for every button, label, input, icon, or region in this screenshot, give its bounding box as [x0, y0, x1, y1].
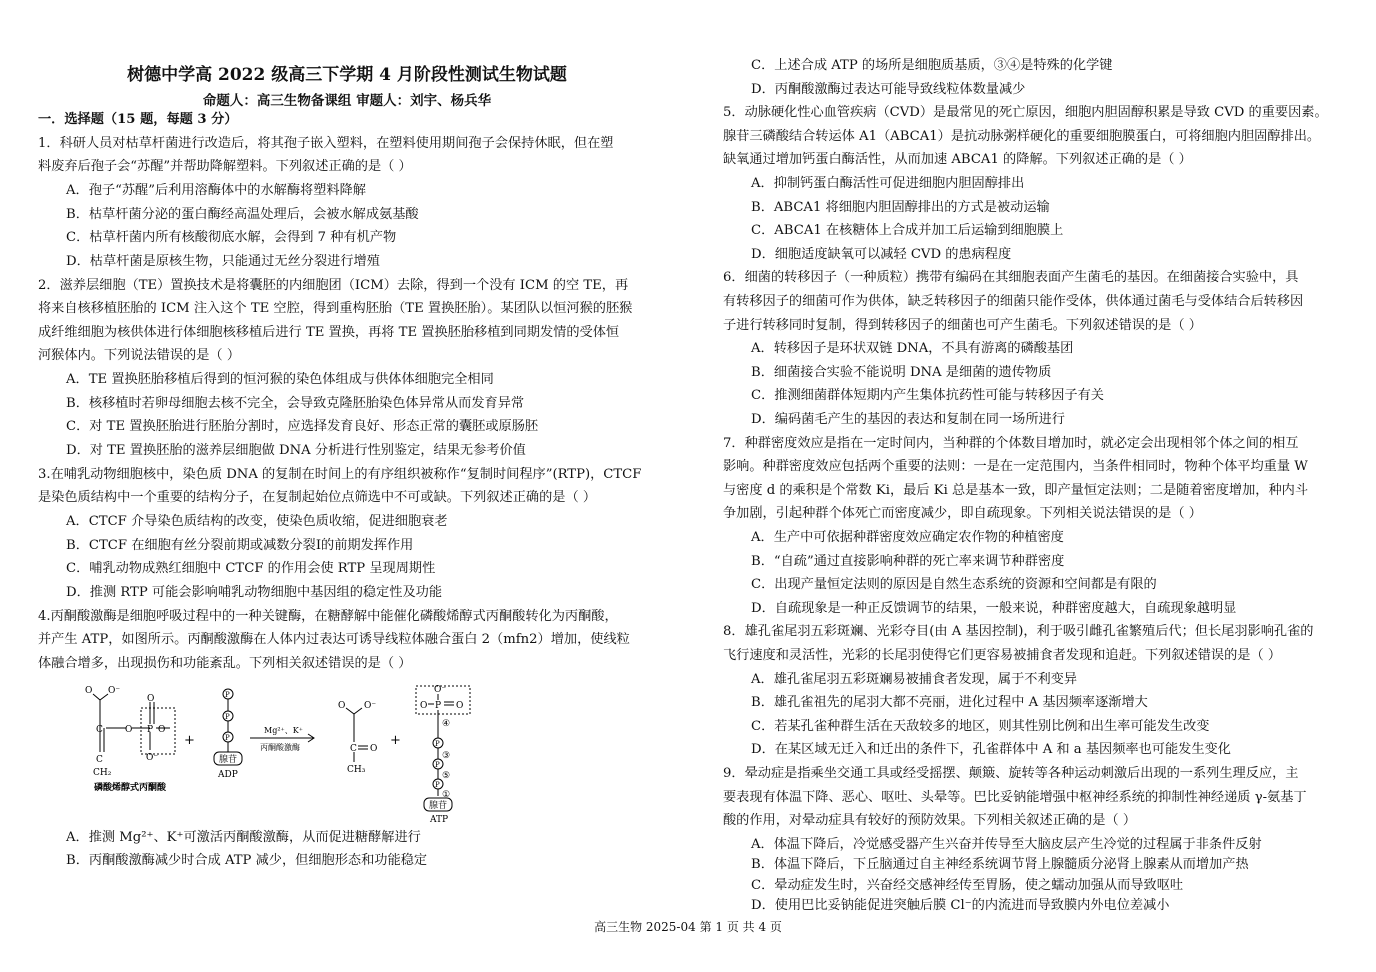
pyr-ch3-label: CH₃	[347, 765, 366, 775]
answer-option: D．枯草杆菌是原核生物，只能通过无丝分裂进行增殖	[66, 254, 380, 269]
atp-bond-5: ⑤	[442, 771, 451, 781]
answer-option: C．若某孔雀种群生活在天敌较多的地区，则其性别比例和出生率可能发生改变	[751, 719, 1210, 734]
answer-option: A．推测 Mg²⁺、K⁺可激活丙酮酸激酶，从而促进糖酵解进行	[66, 830, 421, 845]
atp-p-label: P	[435, 701, 442, 711]
answer-option: C．ABCA1 在核糖体上合成并加工后运输到细胞膜上	[751, 223, 1064, 238]
answer-option: D．使用巴比妥钠能促进突触后膜 Cl⁻的内流进而导致膜内外电位差减小	[751, 898, 1170, 913]
pep-c-lower: C	[96, 755, 103, 765]
atp-ominus-top: O⁻	[434, 685, 447, 695]
question-text-line: 4.丙酮酸激酶是细胞呼吸过程中的一种关键酶，在糖酵解中能催化磷酸烯醇式丙酮酸转化为丙酮酸，	[38, 609, 618, 624]
answer-option: C．对 TE 置换胚胎进行胚胎分割时，应选择发育良好、形态正常的囊胚或原肠胚	[66, 419, 539, 434]
answer-option: A．CTCF 介导染色质结构的改变，使染色质收缩，促进细胞衰老	[66, 514, 448, 529]
pep-p-ominus-bottom: O⁻	[146, 753, 159, 763]
answer-option: D．细胞适度缺氧可以减轻 CVD 的患病程度	[751, 247, 1012, 262]
atp-phosphate-3: P	[435, 761, 440, 769]
answer-option: A．TE 置换胚胎移植后得到的恒河猴的染色体组成与供体体细胞完全相同	[66, 372, 494, 387]
answer-option: D．在某区域无迁入和迁出的条件下，孔雀群体中 A 和 a 基因频率也可能发生变化	[751, 742, 1231, 757]
pep-o-bridge-label: O	[125, 725, 133, 735]
atp-phosphate-4: P	[435, 781, 440, 789]
pyr-o-keto-label: O	[370, 744, 378, 754]
pep-ominus-label: O⁻	[108, 686, 121, 696]
atp-bond-4: ④	[442, 719, 451, 729]
atp-bond-3: ③	[442, 751, 451, 761]
question-text-line: 并产生 ATP，如图所示。丙酮酸激酶在人体内过表达可诱导线粒体融合蛋白 2（mfn2）增加，使线粒	[38, 632, 630, 647]
question-text-line: 6．细菌的转移因子（一种质粒）携带有编码在其细胞表面产生菌毛的基因。在细菌接合实验中，具	[723, 270, 1299, 285]
pep-c-label: C	[96, 725, 103, 735]
page-footer: 高三生物 2025-04 第 1 页 共 4 页	[594, 920, 782, 934]
page-title: 树德中学高 2022 级高三下学期 4 月阶段性测试生物试题	[127, 65, 567, 85]
answer-option: D．自疏现象是一种正反馈调节的结果，一般来说，种群密度越大，自疏现象越明显	[751, 601, 1237, 616]
answer-option: B．细菌接合实验不能说明 DNA 是细菌的遗传物质	[751, 365, 1052, 380]
question-text-line: 8．雄孔雀尾羽五彩斑斓、光彩夺目(由 A 基因控制)，利于吸引雌孔雀繁殖后代；但长尾羽影响孔雀的	[723, 624, 1314, 639]
answer-option: C．出现产量恒定法则的原因是自然生态系统的资源和空间都是有限的	[751, 577, 1157, 592]
pep-name-label: 磷酸烯醇式丙酮酸	[94, 783, 167, 793]
arrow-cofactors-label: Mg²⁺、K⁺	[264, 726, 303, 735]
pep-o-label: O	[85, 686, 93, 696]
question-text-line: 与密度 d 的乘积是个常数 Ki，最后 Ki 总是基本一致，即产量恒定法则；二是随着密度增加，种内斗	[723, 483, 1309, 498]
question-text-line: 成纤维细胞为核供体进行体细胞核移植后进行 TE 置换，再将 TE 置换胚胎移植到同期发情的受体恒	[38, 325, 620, 340]
question-text-line: 9．晕动症是指乘坐交通工具或经受摇摆、颠簸、旋转等各种运动刺激后出现的一系列生理反应，主	[723, 766, 1299, 781]
pep-p-ominus-right: O⁻	[158, 725, 171, 735]
question-text-line: 1．科研人员对枯草杆菌进行改造后，将其孢子嵌入塑料，在塑料使用期间孢子会保持休眠，但在塑	[38, 136, 614, 151]
answer-option: B．“自疏”通过直接影响种群的死亡率来调节种群密度	[751, 554, 1065, 569]
arrow-enzyme-label: 丙酮酸激酶	[260, 743, 300, 752]
question-text-line: 争加剧，引起种群个体死亡而密度减少，即自疏现象。下列相关说法错误的是（ ）	[723, 506, 1202, 521]
question-text-line: 河猴体内。下列说法错误的是（ ）	[38, 348, 241, 363]
question-text-line: 腺苷三磷酸结合转运体 A1（ABCA1）是抗动脉粥样硬化的重要细胞膜蛋白，可将细胞内胆固醇排出。	[723, 129, 1321, 144]
plus-sign-left: +	[184, 733, 195, 748]
answer-option: C．哺乳动物成熟红细胞中 CTCF 的作用会使 RTP 呈现周期性	[66, 561, 436, 576]
question-text-line: 酸的作用，对晕动症具有较好的预防效果。下列相关叙述正确的是（ ）	[723, 813, 1137, 828]
question-text-line: 子进行转移同时复制，得到转移因子的细菌也可产生菌毛。下列叙述错误的是（ ）	[723, 318, 1202, 333]
question-text-line: 7．种群密度效应是指在一定时间内，当种群的个体数目增加时，就必定会出现相邻个体之间的相互	[723, 436, 1299, 451]
atp-o-left: O	[420, 701, 428, 711]
pyr-c-label: C	[350, 744, 357, 754]
question-text-line: 是染色质结构中一个重要的结构分子，在复制起始位点筛选中不可或缺。下列叙述正确的是（ ）	[38, 490, 597, 505]
pyruvate-kinase-figure	[38, 680, 518, 826]
answer-option: D．编码菌毛产生的基因的表达和复制在同一场所进行	[751, 412, 1065, 427]
pep-ch2-label: CH₂	[93, 768, 112, 778]
answer-option: C．推测细菌群体短期内产生集体抗药性可能与转移因子有关	[751, 388, 1104, 403]
answer-option: A．转移因子是环状双链 DNA，不具有游离的磷酸基团	[751, 341, 1074, 356]
atp-label: ATP	[430, 815, 449, 825]
adp-label: ADP	[218, 770, 238, 780]
adp-phosphate-1: P	[225, 691, 230, 699]
pep-p-o-top: O	[147, 694, 155, 704]
authors-line: 命题人：高三生物备课组 审题人：刘宇、杨兵华	[202, 93, 492, 109]
answer-option: A．雄孔雀尾羽五彩斑斓易被捕食者发现，属于不利变异	[751, 672, 1078, 687]
adp-adenosine-label: 腺苷	[219, 755, 238, 765]
adp-phosphate-2: P	[225, 713, 230, 721]
answer-option: B．体温下降后，下丘脑通过自主神经系统调节肾上腺髓质分泌肾上腺素从而增加产热	[751, 857, 1249, 872]
plus-sign-right: +	[390, 733, 401, 748]
answer-option: B．ABCA1 将细胞内胆固醇排出的方式是被动运输	[751, 200, 1050, 215]
answer-option: D．丙酮酸激酶过表达可能导致线粒体数量减少	[751, 82, 1026, 97]
answer-option: A．体温下降后，冷觉感受器产生兴奋并传导至大脑皮层产生冷觉的过程属于非条件反射	[751, 837, 1262, 852]
answer-option: A．生产中可依据种群密度效应确定农作物的种植密度	[751, 530, 1064, 545]
question-text-line: 缺氧通过增加钙蛋白酶活性，从而加速 ABCA1 的降解。下列叙述正确的是（ ）	[723, 152, 1192, 167]
atp-o-right: O	[456, 701, 464, 711]
answer-option: A．孢子“苏醒”后利用溶酶体中的水解酶将塑料降解	[66, 183, 366, 198]
answer-option: B．丙酮酸激酶减少时合成 ATP 减少，但细胞形态和功能稳定	[66, 853, 428, 868]
question-text-line: 飞行速度和灵活性，光彩的长尾羽使得它们更容易被捕食者发现和追赶。下列叙述错误的是（ ）	[723, 648, 1282, 663]
question-text-line: 有转移因子的细菌可作为供体，缺乏转移因子的细菌只能作受体，供体通过菌毛与受体结合后转移因	[723, 294, 1304, 309]
answer-option: A．抑制钙蛋白酶活性可促进细胞内胆固醇排出	[751, 176, 1025, 191]
question-text-line: 体融合增多，出现损伤和功能紊乱。下列相关叙述错误的是（ ）	[38, 656, 412, 671]
atp-bond-1: ①	[442, 790, 451, 800]
section-heading: 一．选择题（15 题，每题 3 分）	[38, 112, 238, 127]
atp-adenosine-label: 腺苷	[429, 801, 448, 811]
question-text-line: 5．动脉硬化性心血管疾病（CVD）是最常见的死亡原因，细胞内胆固醇积累是导致 CVD 的重要因素。	[723, 105, 1328, 120]
pyr-ominus-label: O⁻	[364, 701, 377, 711]
answer-option: D．推测 RTP 可能会影响哺乳动物细胞中基因组的稳定性及功能	[66, 585, 443, 600]
pyr-o-label: O	[338, 701, 346, 711]
answer-option: B．雄孔雀祖先的尾羽大都不亮丽，进化过程中 A 基因频率逐渐增大	[751, 695, 1148, 710]
answer-option: B．CTCF 在细胞有丝分裂前期或减数分裂Ⅰ的前期发挥作用	[66, 538, 414, 553]
answer-option: C．晕动症发生时，兴奋经交感神经传至胃肠，使之蠕动加强从而导致呕吐	[751, 878, 1184, 893]
question-text-line: 3.在哺乳动物细胞核中，染色质 DNA 的复制在时间上的有序组织被称作“复制时间程序”(RTP)，CTCF	[38, 467, 642, 482]
adp-phosphate-3: P	[225, 734, 230, 742]
pep-phosphate-p: P	[147, 725, 154, 735]
question-text-line: 将来自核移植胚胎的 ICM 注入这个 TE 空腔，得到重构胚胎（TE 置换胚胎）。某团队以恒河猴的胚猴	[38, 301, 633, 316]
answer-option: B．核移植时若卵母细胞去核不完全，会导致克隆胚胎染色体异常从而发育异常	[66, 396, 525, 411]
answer-option: B．枯草杆菌分泌的蛋白酶经高温处理后，会被水解成氨基酸	[66, 207, 419, 222]
atp-phosphate-2: P	[435, 740, 440, 748]
question-text-line: 要表现有体温下降、恶心、呕吐、头晕等。巴比妥钠能增强中枢神经系统的抑制性神经递质 γ-氨基丁	[723, 790, 1307, 805]
question-text-line: 影响。种群密度效应包括两个重要的法则：一是在一定范围内，当条件相同时，物种个体平均重量 W	[723, 459, 1308, 474]
question-text-line: 料废弃后孢子会“苏醒”并帮助降解塑料。下列叙述正确的是（ ）	[38, 159, 412, 174]
answer-option: C．枯草杆菌内所有核酸彻底水解，会得到 7 种有机产物	[66, 230, 397, 245]
question-text-line: 2．滋养层细胞（TE）置换技术是将囊胚的内细胞团（ICM）去除，得到一个没有 ICM 的空 TE，再	[38, 278, 629, 293]
answer-option: C．上述合成 ATP 的场所是细胞质基质，③④是特殊的化学键	[751, 58, 1113, 73]
answer-option: D．对 TE 置换胚胎的滋养层细胞做 DNA 分析进行性别鉴定，结果无参考价值	[66, 443, 526, 458]
